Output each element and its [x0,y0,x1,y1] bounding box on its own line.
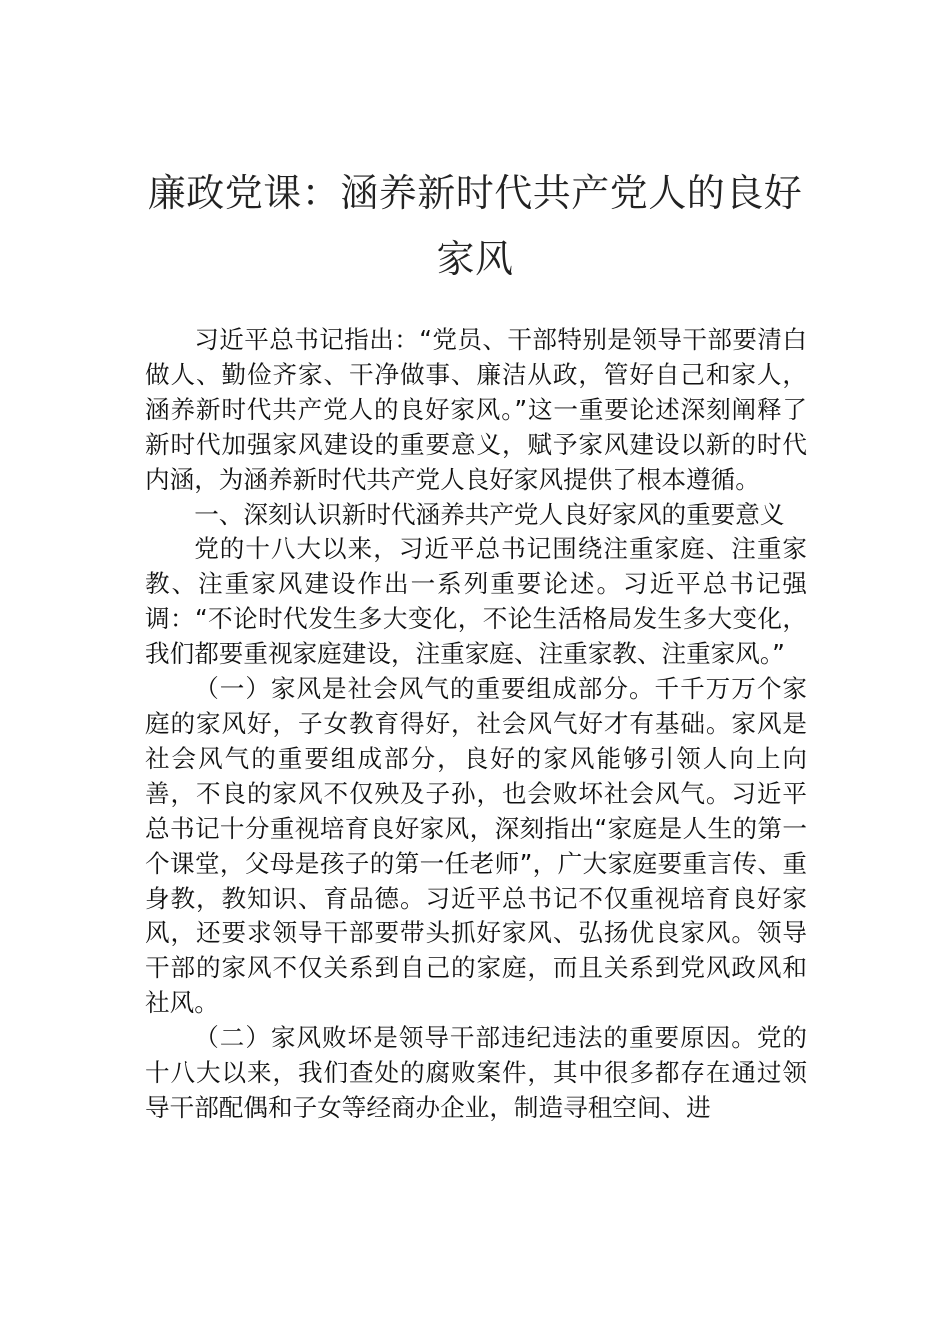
document-title: 廉政党课：涵养新时代共产党人的良好家风 [147,171,803,281]
document-body [145,323,807,1126]
paragraph-point-1: （一）家风是社会风气的重要组成部分。千千万万个家庭的家风好，子女教育得好，社会风气好才有基础。家风是社会风气的重要组成部分，良好的家风能够引领人向上向善，不良的家风不仅殃及子孙，也会败坏社会风气。习近平总书记十分重视培育良好家风，深刻指出“家庭是人生的第一个课堂，父母是孩子的第一任老师”，广大家庭要重言传、重身教，教知识、育品德。习近平总书记不仅重视培育良好家风，还要求领导干部要带头抓好家风、弘扬优良家风。领导干部的家风不仅关系到自己的家庭，而且关系到党风政风和社风。 [145,674,807,1018]
section-heading-1: 一、深刻认识新时代涵养共产党人良好家风的重要意义 [194,499,785,529]
paragraph-point-2: （二）家风败坏是领导干部违纪违法的重要原因。党的十八大以来，我们查处的腐败案件，其中很多都存在通过领导干部配偶和子女等经商办企业，制造寻租空间、进 [145,1023,807,1122]
paragraph-intro: 习近平总书记指出：“党员、干部特别是领导干部要清白做人、勤俭齐家、干净做事、廉洁从政，管好自己和家人，涵养新时代共产党人的良好家风。”这一重要论述深刻阐释了新时代加强家风建设的重要意义，赋予家风建设以新的时代内涵，为涵养新时代共产党人良好家风提供了根本遵循。 [145,325,807,494]
paragraph-section-1-intro: 党的十八大以来，习近平总书记围绕注重家庭、注重家教、注重家风建设作出一系列重要论述。习近平总书记强调：“不论时代发生多大变化，不论生活格局发生多大变化，我们都要重视家庭建设，注重家庭、注重家教、注重家风。” [145,534,807,669]
